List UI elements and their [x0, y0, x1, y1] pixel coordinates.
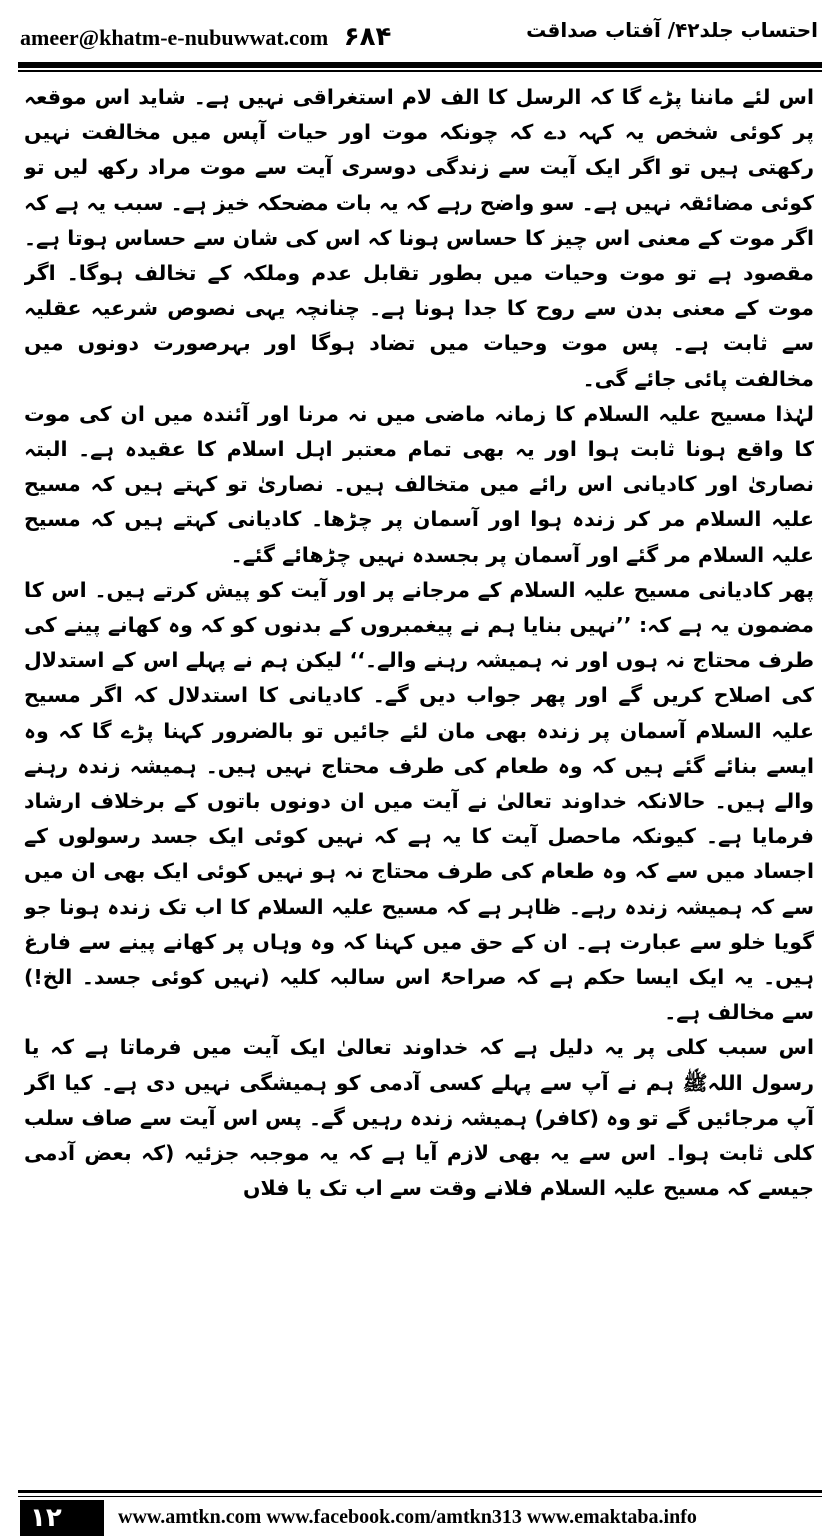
paragraph-2: لہٰذا مسیح علیہ السلام کا زمانہ ماضی میں نہ مرنا اور آئندہ میں ان کی موت کا واقع ہونا ثابت ہوا اور یہ بھی تمام معتبر اہل اسلام کا عقیدہ ہے۔ البتہ نصاریٰ اور کادیانی اس رائے میں متخالف ہیں۔ نصاریٰ تو کہتے ہیں کہ مسیح علیہ السلام مر کر زندہ ہوا اور آسمان پر چڑھا۔ کادیانی کہتے ہیں کہ مسیح علیہ السلام مر گئے اور آسمان پر بجسدہ نہیں چڑھائے گئے۔ [24, 401, 814, 567]
header-rule-thick [18, 62, 822, 68]
paragraph-1: اس لئے ماننا پڑے گا کہ الرسل کا الف لام استغراقی نہیں ہے۔ شاید اس موقعہ پر کوئی شخص یہ کہہ دے کہ چونکہ موت اور حیات آپس میں مخالفت نہیں رکھتی ہیں تو اگر ایک آیت سے زندگی دوسری آیت سے موت مراد رکھ لیں تو کوئی مضائقہ نہیں ہے۔ سو واضح رہے کہ یہ بات مضحکہ خیز ہے۔ سبب یہ ہے کہ اگر موت کے معنی اس چیز کا حساس ہونا کہ اس کی شان سے حساس ہوتا ہے۔ مقصود ہے تو موت وحیات میں بطور تقابل عدم وملکہ کے تخالف ہوگا۔ اگر موت کے معنی بدن سے روح کا جدا ہونا ہے۔ چنانچہ یہی نصوص شرعیہ عقلیہ سے ثابت ہے۔ پس موت وحیات میں تضاد ہوگا اور بہرصورت دونوں میں مخالفت پائی جائے گی۔ [24, 85, 814, 391]
header-left [20, 22, 391, 52]
page-header [0, 0, 840, 60]
footer-rule-thick [18, 1490, 822, 1493]
footer-page-box: ۱۲ [20, 1500, 104, 1536]
paragraph-4: اس سبب کلی پر یہ دلیل ہے کہ خداوند تعالیٰ ایک آیت میں فرماتا ہے کہ یا رسول اللہﷺ ہم نے آپ سے پہلے کسی آدمی کو ہمیشگی نہیں دی ہے۔ کیا اگر آپ مرجائیں گے تو وہ (کافر) ہمیشہ زندہ رہیں گے۔ پس اس آیت سے صاف سلب کلی ثابت ہوا۔ اس سے یہ بھی لازم آیا ہے کہ یہ موجبہ جزئیہ (کہ بعض آدمی جیسے کہ مسیح علیہ السلام فلانے وقت سے اب تک یا فلاں [24, 1035, 814, 1201]
header-email: ameer@khatm-e-nubuwwat.com [20, 25, 329, 50]
header-page-number: ۶۸۴ [343, 22, 392, 52]
footer-urls: www.amtkn.com www.facebook.com/amtkn313 www.emaktaba.info [118, 1506, 697, 1528]
header-book-title: احتساب جلد۴۲/ آفتاب صداقت [526, 18, 818, 42]
paragraph-3: پھر کادیانی مسیح علیہ السلام کے مرجانے پر اور آیت کو پیش کرتے ہیں۔ اس کا مضمون یہ ہے کہ: ’’نہیں بنایا ہم نے پیغمبروں کے بدنوں کو کہ وہ کھانے پینے کی طرف محتاج نہ ہوں اور نہ ہمیشہ رہنے والے۔‘‘ لیکن ہم نے پہلے اس کے استدلال کی اصلاح کریں گے اور پھر جواب دیں گے۔ کادیانی کا استدلال کہ اگر مسیح علیہ السلام آسمان پر زندہ بھی مان لئے جائیں تو بالضرور کہنا پڑے گا کہ وہ ایسے بنائے گئے ہیں کہ وہ طعام کی طرف محتاج نہیں ہیں۔ ہمیشہ زندہ رہنے والے ہیں۔ حالانکہ خداوند تعالیٰ نے آیت میں ان دونوں باتوں کے برخلاف ارشاد فرمایا ہے۔ کیونکہ ماحصل آیت کا یہ ہے کہ نہیں کوئی ایک جسد رسولوں کے اجساد میں سے کہ وہ طعام کی طرف محتاج نہ ہو نہیں کوئی ایک بھی ان میں سے کہ ہمیشہ زندہ رہے۔ ظاہر ہے کہ مسیح علیہ السلام کا اب تک زندہ ہونا جو گویا خلو سے عبارت ہے۔ ان کے حق میں کہنا کہ وہ وہاں پر کھانے پینے سے فارغ ہیں۔ یہ ایک ایسا حکم ہے کہ صراحۃً اس سالبہ کلیہ (نہیں کوئی جسد۔ الخ!) سے مخالف ہے۔ [24, 577, 814, 1025]
footer-rule-thin [18, 1496, 822, 1497]
header-rule-thin [18, 70, 822, 72]
body-text [24, 80, 814, 1485]
